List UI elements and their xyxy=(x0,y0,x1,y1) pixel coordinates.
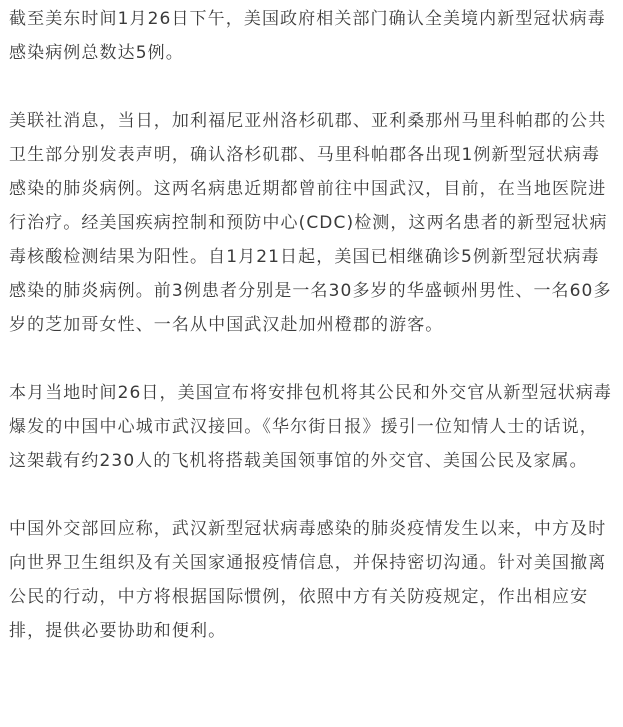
paragraph-3: 本月当地时间26日，美国宣布将安排包机将其公民和外交官从新型冠状病毒爆发的中国中心城市武汉接回。《华尔街日报》援引一位知情人士的话说，这架载有约230人的飞机将搭载美国领事馆的外交官、美国公民及家属。 xyxy=(9,383,613,471)
paragraph-4: 中国外交部回应称，武汉新型冠状病毒感染的肺炎疫情发生以来，中方及时向世界卫生组织及有关国家通报疫情信息，并保持密切沟通。针对美国撤离公民的行动，中方将根据国际惯例，依照中方有关防疫规定，作出相应安排，提供必要协助和便利。 xyxy=(9,519,607,641)
paragraph-2: 美联社消息，当日，加利福尼亚州洛杉矶郡、亚利桑那州马里科帕郡的公共卫生部分别发表声明，确认洛杉矶郡、马里科帕郡各出现1例新型冠状病毒感染的肺炎病例。这两名病患近期都曾前往中国武汉，目前，在当地医院进行治疗。经美国疾病控制和预防中心(CDC)检测，这两名患者的新型冠状病毒核酸检测结果为阳性。自1月21日起，美国已相继确诊5例新型冠状病毒感染的肺炎病例。前3例患者分别是一名30多岁的华盛顿州男性、一名60多岁的芝加哥女性、一名从中国武汉赴加州橙郡的游客。 xyxy=(9,111,612,335)
paragraph-1: 截至美东时间1月26日下午，美国政府相关部门确认全美境内新型冠状病毒感染病例总数达5例。 xyxy=(9,9,606,63)
article-body xyxy=(0,2,623,648)
